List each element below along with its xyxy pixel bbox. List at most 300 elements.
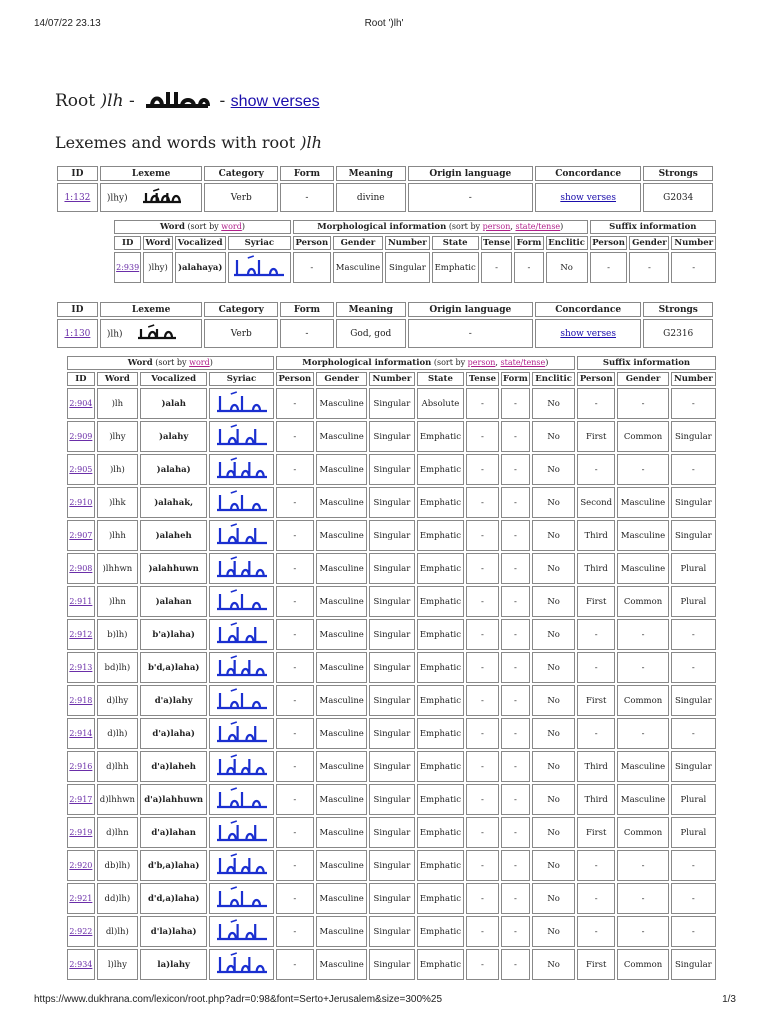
word-state-cell: Emphatic bbox=[417, 817, 465, 848]
word-id-link[interactable]: 2:921 bbox=[69, 893, 93, 903]
word-number-cell: Singular bbox=[369, 784, 414, 815]
sort-by-state-link[interactable]: state/tense bbox=[515, 222, 561, 231]
syriac-cell bbox=[209, 916, 273, 947]
word-tense-cell: - bbox=[466, 685, 498, 716]
syriac-cell bbox=[209, 883, 273, 914]
word-row bbox=[67, 784, 716, 815]
word-s-person-cell: First bbox=[577, 685, 615, 716]
word-form-cell: - bbox=[501, 850, 531, 881]
word-row bbox=[67, 454, 716, 485]
word-s-gender-cell: Masculine bbox=[617, 553, 668, 584]
words-col-header: Person bbox=[590, 236, 628, 250]
syriac-cell bbox=[209, 817, 273, 848]
word-tense-cell: - bbox=[481, 252, 513, 283]
word-id-link[interactable]: 2:911 bbox=[69, 596, 93, 606]
word-gender-cell: Masculine bbox=[316, 685, 367, 716]
lexeme-strongs-cell: G2034 bbox=[643, 183, 713, 212]
word-id-cell bbox=[67, 586, 95, 617]
word-s-gender-cell: Common bbox=[617, 685, 668, 716]
word-id-cell bbox=[67, 685, 95, 716]
words-table-1 bbox=[112, 218, 718, 285]
words-col-header: Word bbox=[97, 372, 138, 386]
word-row bbox=[67, 586, 716, 617]
word-id-link[interactable]: 2:918 bbox=[69, 695, 93, 705]
word-gender-cell: Masculine bbox=[316, 553, 367, 584]
word-s-gender-cell: - bbox=[617, 718, 668, 749]
word-id-link[interactable]: 2:904 bbox=[69, 398, 93, 408]
word-s-person-cell: First bbox=[577, 949, 615, 980]
lexeme-meaning-cell: divine bbox=[336, 183, 406, 212]
vocalized-cell: b'd,a)laha) bbox=[140, 652, 207, 683]
words-col-header-row bbox=[114, 236, 716, 250]
lexeme-origin-cell: - bbox=[408, 319, 533, 348]
word-s-gender-cell: - bbox=[617, 850, 668, 881]
root-syriac-glyph bbox=[142, 88, 212, 110]
word-state-cell: Emphatic bbox=[417, 652, 465, 683]
print-header bbox=[0, 18, 768, 32]
show-verses-link[interactable]: show verses bbox=[560, 328, 617, 339]
word-s-person-cell: Third bbox=[577, 520, 615, 551]
word-tense-cell: - bbox=[466, 916, 498, 947]
words-col-header: Gender bbox=[617, 372, 668, 386]
word-number-cell: Singular bbox=[369, 421, 414, 452]
word-person-cell: - bbox=[276, 751, 314, 782]
sort-close: ) bbox=[241, 222, 245, 231]
word-person-cell: - bbox=[276, 553, 314, 584]
word-s-number-cell: Plural bbox=[671, 586, 716, 617]
word-gender-cell: Masculine bbox=[316, 751, 367, 782]
word-gender-cell: Masculine bbox=[316, 388, 367, 419]
word-id-link[interactable]: 2:914 bbox=[69, 728, 93, 738]
word-id-link[interactable]: 2:920 bbox=[69, 860, 93, 870]
word-enclitic-cell: No bbox=[532, 718, 575, 749]
lexeme-col-header: Lexeme bbox=[100, 302, 203, 317]
word-s-gender-cell: Common bbox=[617, 586, 668, 617]
word-state-cell: Emphatic bbox=[417, 487, 465, 518]
word-gender-cell: Masculine bbox=[316, 817, 367, 848]
word-s-person-cell: Third bbox=[577, 784, 615, 815]
syriac-cell bbox=[209, 388, 273, 419]
word-s-gender-cell: - bbox=[629, 252, 669, 283]
lexeme-cell bbox=[100, 183, 203, 212]
lexeme-origin-cell: - bbox=[408, 183, 533, 212]
word-s-person-cell: - bbox=[590, 252, 628, 283]
word-cell: db)lh) bbox=[97, 850, 138, 881]
word-s-gender-cell: Common bbox=[617, 421, 668, 452]
word-id-cell bbox=[67, 487, 95, 518]
root-heading bbox=[55, 88, 320, 111]
word-row bbox=[114, 252, 716, 283]
morph-group-header bbox=[293, 220, 588, 234]
word-enclitic-cell: No bbox=[532, 388, 575, 419]
word-row bbox=[67, 817, 716, 848]
word-tense-cell: - bbox=[466, 652, 498, 683]
morph-group-header bbox=[276, 356, 575, 370]
word-form-cell: - bbox=[501, 520, 531, 551]
word-s-number-cell: - bbox=[671, 718, 716, 749]
word-s-number-cell: Plural bbox=[671, 553, 716, 584]
word-state-cell: Absolute bbox=[417, 388, 465, 419]
word-s-number-cell: - bbox=[671, 883, 716, 914]
word-form-cell: - bbox=[501, 454, 531, 485]
word-gender-cell: Masculine bbox=[316, 619, 367, 650]
syriac-cell bbox=[209, 718, 273, 749]
word-gender-cell: Masculine bbox=[333, 252, 383, 283]
word-s-number-cell: Singular bbox=[671, 487, 716, 518]
word-s-person-cell: Second bbox=[577, 487, 615, 518]
words-col-header: Enclitic bbox=[532, 372, 575, 386]
lexeme-id-cell bbox=[57, 319, 98, 348]
words-group-header-row bbox=[67, 356, 716, 370]
vocalized-cell: d'a)laha) bbox=[140, 718, 207, 749]
vocalized-cell: )alaha) bbox=[140, 454, 207, 485]
word-enclitic-cell: No bbox=[532, 685, 575, 716]
syriac-cell bbox=[209, 685, 273, 716]
sort-by-person-link[interactable]: person bbox=[482, 222, 511, 231]
word-form-cell: - bbox=[501, 685, 531, 716]
words-col-header: Enclitic bbox=[546, 236, 588, 250]
print-footer bbox=[0, 994, 768, 1008]
word-id-cell bbox=[67, 850, 95, 881]
vocalized-cell: d'a)lahan bbox=[140, 817, 207, 848]
word-id-cell bbox=[67, 916, 95, 947]
print-page-title: Root ')lh' bbox=[364, 18, 404, 29]
word-s-number-cell: Singular bbox=[671, 685, 716, 716]
word-gender-cell: Masculine bbox=[316, 784, 367, 815]
word-id-cell bbox=[67, 619, 95, 650]
syriac-word-glyph bbox=[214, 688, 270, 714]
lexeme-cell bbox=[100, 319, 203, 348]
word-row bbox=[67, 949, 716, 980]
word-cell: d)lhy bbox=[97, 685, 138, 716]
syriac-cell bbox=[209, 421, 273, 452]
sort-comma: , bbox=[510, 222, 513, 231]
word-gender-cell: Masculine bbox=[316, 718, 367, 749]
syriac-cell bbox=[228, 252, 291, 283]
lexeme-table-1 bbox=[55, 164, 715, 214]
word-number-cell: Singular bbox=[369, 454, 414, 485]
word-enclitic-cell: No bbox=[532, 916, 575, 947]
word-s-gender-cell: Masculine bbox=[617, 751, 668, 782]
lexeme-col-header: Concordance bbox=[535, 166, 642, 181]
word-cell: )lhy bbox=[97, 421, 138, 452]
morph-group-title: Morphological information bbox=[302, 358, 432, 368]
word-s-number-cell: - bbox=[671, 252, 716, 283]
word-row bbox=[67, 553, 716, 584]
syriac-word-glyph bbox=[214, 523, 270, 549]
vocalized-cell: d'a)lahhuwn bbox=[140, 784, 207, 815]
word-s-person-cell: - bbox=[577, 388, 615, 419]
word-tense-cell: - bbox=[466, 784, 498, 815]
syriac-word-glyph bbox=[214, 820, 270, 846]
word-s-number-cell: - bbox=[671, 388, 716, 419]
word-state-cell: Emphatic bbox=[417, 916, 465, 947]
lexeme-translit: )lh) bbox=[106, 329, 123, 339]
word-id-cell bbox=[67, 883, 95, 914]
vocalized-cell: d'a)laheh bbox=[140, 751, 207, 782]
word-gender-cell: Masculine bbox=[316, 487, 367, 518]
syriac-cell bbox=[209, 619, 273, 650]
word-number-cell: Singular bbox=[369, 883, 414, 914]
syriac-cell bbox=[209, 850, 273, 881]
words-col-header: State bbox=[417, 372, 465, 386]
lexeme-col-header: Strongs bbox=[643, 166, 713, 181]
word-s-gender-cell: - bbox=[617, 619, 668, 650]
lexeme-col-header: Concordance bbox=[535, 302, 642, 317]
words-col-header: Person bbox=[577, 372, 615, 386]
word-form-cell: - bbox=[501, 619, 531, 650]
word-enclitic-cell: No bbox=[532, 454, 575, 485]
word-row bbox=[67, 850, 716, 881]
word-form-cell: - bbox=[501, 487, 531, 518]
words-col-header: Number bbox=[369, 372, 414, 386]
word-row bbox=[67, 520, 716, 551]
word-row bbox=[67, 883, 716, 914]
word-gender-cell: Masculine bbox=[316, 883, 367, 914]
word-form-cell: - bbox=[501, 586, 531, 617]
lexeme-syriac-glyph bbox=[140, 188, 184, 208]
word-s-gender-cell: - bbox=[617, 454, 668, 485]
word-s-person-cell: Third bbox=[577, 553, 615, 584]
syriac-word-glyph bbox=[214, 391, 270, 417]
word-person-cell: - bbox=[276, 718, 314, 749]
word-cell: d)lhhwn bbox=[97, 784, 138, 815]
word-form-cell: - bbox=[501, 817, 531, 848]
word-person-cell: - bbox=[276, 586, 314, 617]
syriac-cell bbox=[209, 454, 273, 485]
section-title-text: Lexemes and words with root bbox=[55, 133, 296, 152]
lexeme-form-cell: - bbox=[280, 319, 334, 348]
word-number-cell: Singular bbox=[369, 949, 414, 980]
word-state-cell: Emphatic bbox=[417, 421, 465, 452]
sort-by-state-link[interactable]: state/tense bbox=[500, 358, 546, 367]
word-number-cell: Singular bbox=[369, 586, 414, 617]
vocalized-cell: d'b,a)laha) bbox=[140, 850, 207, 881]
word-s-person-cell: First bbox=[577, 817, 615, 848]
sort-by-word-link[interactable]: word bbox=[221, 222, 242, 231]
sort-by-person-link[interactable]: person bbox=[467, 358, 496, 367]
word-number-cell: Singular bbox=[369, 388, 414, 419]
word-s-person-cell: - bbox=[577, 652, 615, 683]
word-person-cell: - bbox=[276, 619, 314, 650]
word-s-person-cell: - bbox=[577, 850, 615, 881]
syriac-word-glyph bbox=[214, 787, 270, 813]
word-id-link[interactable]: 2:919 bbox=[69, 827, 93, 837]
words-col-header: ID bbox=[67, 372, 95, 386]
word-number-cell: Singular bbox=[369, 619, 414, 650]
words-col-header: Syriac bbox=[228, 236, 291, 250]
word-enclitic-cell: No bbox=[532, 586, 575, 617]
syriac-word-glyph bbox=[214, 721, 270, 747]
word-number-cell: Singular bbox=[369, 817, 414, 848]
word-id-link[interactable]: 2:909 bbox=[69, 431, 93, 441]
word-id-link[interactable]: 2:916 bbox=[69, 761, 93, 771]
word-cell: )lhy) bbox=[143, 252, 172, 283]
word-person-cell: - bbox=[276, 652, 314, 683]
word-s-number-cell: - bbox=[671, 850, 716, 881]
word-id-cell bbox=[67, 454, 95, 485]
suffix-group-header: Suffix information bbox=[577, 356, 716, 370]
word-group-title: Word bbox=[159, 222, 185, 232]
word-id-link[interactable]: 2:907 bbox=[69, 530, 93, 540]
word-id-link[interactable]: 2:912 bbox=[69, 629, 93, 639]
section-heading bbox=[55, 133, 322, 152]
word-s-number-cell: Plural bbox=[671, 784, 716, 815]
vocalized-cell: )alahhuwn bbox=[140, 553, 207, 584]
word-gender-cell: Masculine bbox=[316, 850, 367, 881]
word-s-number-cell: Singular bbox=[671, 421, 716, 452]
show-verses-link[interactable]: show verses bbox=[560, 192, 617, 203]
word-state-cell: Emphatic bbox=[417, 586, 465, 617]
word-s-gender-cell: Masculine bbox=[617, 784, 668, 815]
word-s-gender-cell: - bbox=[617, 883, 668, 914]
word-s-number-cell: - bbox=[671, 916, 716, 947]
word-enclitic-cell: No bbox=[532, 883, 575, 914]
word-id-link[interactable]: 2:905 bbox=[69, 464, 93, 474]
syriac-cell bbox=[209, 586, 273, 617]
lexeme-col-header: Category bbox=[204, 302, 278, 317]
vocalized-cell: d'a)lahy bbox=[140, 685, 207, 716]
word-enclitic-cell: No bbox=[532, 751, 575, 782]
word-tense-cell: - bbox=[466, 487, 498, 518]
words-col-header: Gender bbox=[316, 372, 367, 386]
word-cell: d)lh) bbox=[97, 718, 138, 749]
words-col-header: Tense bbox=[481, 236, 513, 250]
lexeme-col-header: ID bbox=[57, 302, 98, 317]
words-col-header: Number bbox=[385, 236, 429, 250]
word-s-number-cell: Plural bbox=[671, 817, 716, 848]
word-form-cell: - bbox=[501, 718, 531, 749]
lexeme-row bbox=[57, 183, 713, 212]
lexeme-id-link[interactable]: 1:130 bbox=[64, 328, 91, 339]
word-row bbox=[67, 718, 716, 749]
word-state-cell: Emphatic bbox=[417, 685, 465, 716]
vocalized-cell: )alah bbox=[140, 388, 207, 419]
word-id-link[interactable]: 2:917 bbox=[69, 794, 93, 804]
words-col-header: State bbox=[432, 236, 479, 250]
syriac-word-glyph bbox=[214, 424, 270, 450]
word-id-link[interactable]: 2:939 bbox=[116, 262, 140, 272]
syriac-word-glyph bbox=[214, 886, 270, 912]
word-number-cell: Singular bbox=[369, 685, 414, 716]
word-person-cell: - bbox=[276, 454, 314, 485]
word-number-cell: Singular bbox=[369, 916, 414, 947]
morph-group-title: Morphological information bbox=[317, 222, 447, 232]
syriac-word-glyph bbox=[214, 754, 270, 780]
word-state-cell: Emphatic bbox=[417, 784, 465, 815]
words-table-2 bbox=[65, 354, 718, 982]
root-sep: - bbox=[128, 91, 135, 111]
word-enclitic-cell: No bbox=[532, 619, 575, 650]
words-col-header: ID bbox=[114, 236, 141, 250]
word-gender-cell: Masculine bbox=[316, 949, 367, 980]
lexeme-col-header: Origin language bbox=[408, 302, 533, 317]
word-id-cell bbox=[67, 949, 95, 980]
words-col-header: Number bbox=[671, 372, 716, 386]
lexeme-col-header: Origin language bbox=[408, 166, 533, 181]
lexeme-col-header: Form bbox=[280, 166, 334, 181]
lexeme-id-cell bbox=[57, 183, 98, 212]
word-tense-cell: - bbox=[466, 883, 498, 914]
word-row bbox=[67, 685, 716, 716]
word-cell: d)lhn bbox=[97, 817, 138, 848]
word-s-number-cell: Singular bbox=[671, 949, 716, 980]
lexeme-id-link[interactable]: 1:132 bbox=[64, 192, 91, 203]
word-person-cell: - bbox=[276, 784, 314, 815]
word-form-cell: - bbox=[501, 883, 531, 914]
lexeme-col-header: Strongs bbox=[643, 302, 713, 317]
root-translit: )lh bbox=[100, 91, 124, 111]
sort-by-text bbox=[153, 358, 213, 367]
word-gender-cell: Masculine bbox=[316, 520, 367, 551]
word-id-link[interactable]: 2:913 bbox=[69, 662, 93, 672]
word-id-cell bbox=[67, 817, 95, 848]
word-cell: dl)lh) bbox=[97, 916, 138, 947]
word-tense-cell: - bbox=[466, 586, 498, 617]
word-id-cell bbox=[67, 553, 95, 584]
word-tense-cell: - bbox=[466, 388, 498, 419]
sort-by-label: (sort by bbox=[448, 222, 481, 231]
vocalized-cell: )alahy bbox=[140, 421, 207, 452]
word-cell: )lh) bbox=[97, 454, 138, 485]
print-datetime: 14/07/22 23.13 bbox=[34, 18, 101, 29]
words-col-header: Gender bbox=[333, 236, 383, 250]
word-row bbox=[67, 388, 716, 419]
word-number-cell: Singular bbox=[385, 252, 429, 283]
syriac-cell bbox=[209, 520, 273, 551]
word-form-cell: - bbox=[501, 916, 531, 947]
lexeme-meaning-cell: God, god bbox=[336, 319, 406, 348]
words-col-header: Syriac bbox=[209, 372, 273, 386]
word-form-cell: - bbox=[501, 421, 531, 452]
word-id-link[interactable]: 2:910 bbox=[69, 497, 93, 507]
word-person-cell: - bbox=[276, 817, 314, 848]
word-person-cell: - bbox=[276, 949, 314, 980]
word-id-link[interactable]: 2:908 bbox=[69, 563, 93, 573]
words-col-header: Tense bbox=[466, 372, 498, 386]
word-tense-cell: - bbox=[466, 718, 498, 749]
lexeme-col-header: Form bbox=[280, 302, 334, 317]
word-id-cell bbox=[67, 652, 95, 683]
word-state-cell: Emphatic bbox=[417, 553, 465, 584]
words-col-header: Form bbox=[514, 236, 543, 250]
word-number-cell: Singular bbox=[369, 520, 414, 551]
word-person-cell: - bbox=[293, 252, 331, 283]
word-id-link[interactable]: 2:922 bbox=[69, 926, 93, 936]
syriac-word-glyph bbox=[231, 255, 287, 281]
word-id-link[interactable]: 2:934 bbox=[69, 959, 93, 969]
print-page-number: 1/3 bbox=[722, 994, 736, 1005]
lexeme-row bbox=[57, 319, 713, 348]
word-s-gender-cell: - bbox=[617, 388, 668, 419]
vocalized-cell: )alahaya) bbox=[175, 252, 226, 283]
vocalized-cell: )alaheh bbox=[140, 520, 207, 551]
word-cell: b)lh) bbox=[97, 619, 138, 650]
word-person-cell: - bbox=[276, 388, 314, 419]
word-s-person-cell: - bbox=[577, 883, 615, 914]
word-s-person-cell: First bbox=[577, 421, 615, 452]
word-s-person-cell: - bbox=[577, 916, 615, 947]
word-cell: )lh bbox=[97, 388, 138, 419]
word-cell: )lhh bbox=[97, 520, 138, 551]
word-s-person-cell: - bbox=[577, 718, 615, 749]
word-s-person-cell: First bbox=[577, 586, 615, 617]
sort-by-word-link[interactable]: word bbox=[189, 358, 210, 367]
root-show-verses-link[interactable]: show verses bbox=[230, 93, 320, 110]
word-gender-cell: Masculine bbox=[316, 586, 367, 617]
words-col-header: Person bbox=[276, 372, 314, 386]
lexeme-col-header: Meaning bbox=[336, 302, 406, 317]
